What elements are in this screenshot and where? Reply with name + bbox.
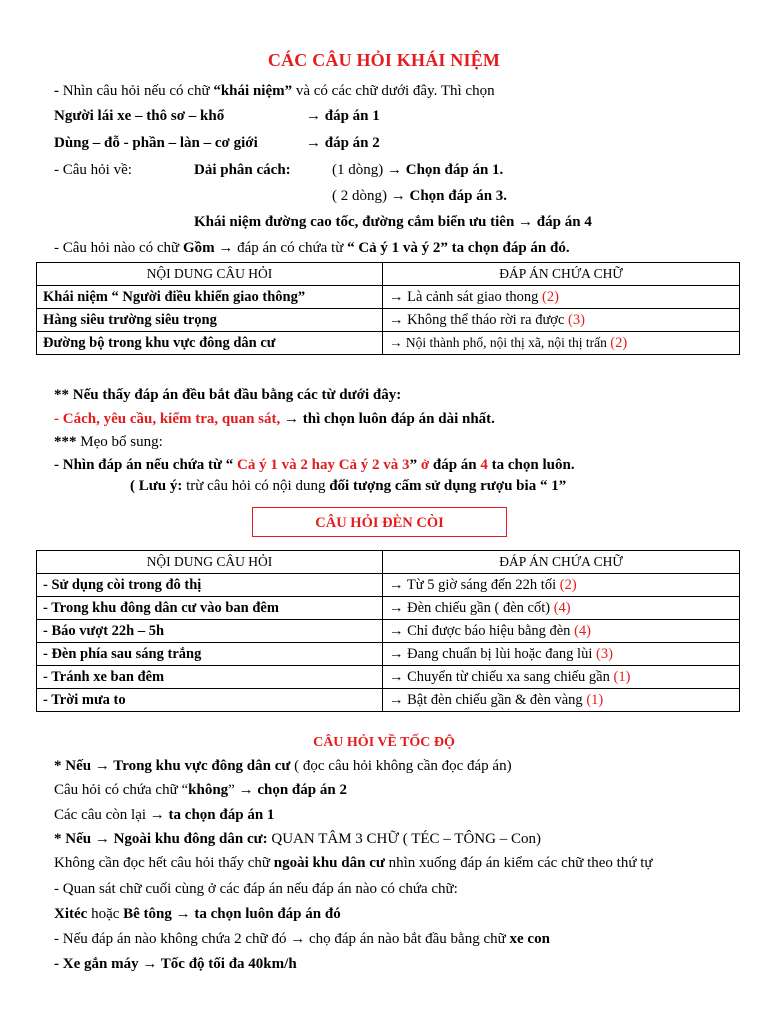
tip-line-1: ** Nếu thấy đáp án đều bắt đầu bằng các từ dưới đây: — [54, 387, 402, 403]
table-cell-question: Khái niệm “ Người điều khiển giao thông” — [37, 286, 383, 309]
table-cell-answer: → Chỉ được báo hiệu bằng đèn (4) — [383, 620, 740, 643]
table-cell-question: - Trong khu đông dân cư vào ban đêm — [37, 597, 383, 620]
table-cell-question: - Đèn phía sau sáng trắng — [37, 643, 383, 666]
table-cell-question: Hàng siêu trường siêu trọng — [37, 309, 383, 332]
table-row — [37, 597, 740, 620]
table-row — [37, 309, 740, 332]
table-row — [37, 666, 740, 689]
intro-line-4: - Câu hỏi về: Dải phân cách: (1 dòng) → Chọn đáp án 1. — [54, 162, 504, 178]
table-cell-question: - Báo vượt 22h – 5h — [37, 620, 383, 643]
table-row — [37, 643, 740, 666]
intro-line-5: ( 2 dòng) → Chọn đáp án 3. — [332, 188, 508, 204]
table-cell-answer: → Không thể tháo rời ra được (3) — [383, 309, 740, 332]
table-cell-answer: → Từ 5 giờ sáng đến 22h tối (2) — [383, 574, 740, 597]
table-cell-answer: → Nội thành phố, nội thị xã, nội thị trấn (2) — [383, 332, 740, 355]
table-header-row — [37, 551, 740, 574]
speed-line-6: - Quan sát chữ cuối cùng ở các đáp án nếu đáp án nào có chứa chữ: — [54, 881, 458, 897]
tip-line-5: ( Lưu ý: trừ câu hỏi có nội dung đối tượng cấm sử dụng rượu bia “ 1” — [130, 478, 567, 494]
intro-line-1: - Nhìn câu hỏi nếu có chữ “khái niệm” và có các chữ dưới đây. Thì chọn — [54, 83, 495, 99]
table-cell-question: Đường bộ trong khu vực đông dân cư — [37, 332, 383, 355]
tip-line-3: *** Mẹo bổ sung: — [54, 434, 163, 450]
table-cell-answer: → Là cảnh sát giao thong (2) — [383, 286, 740, 309]
speed-line-3: Các câu còn lại → ta chọn đáp án 1 — [54, 807, 275, 823]
intro-line-3: Dùng – đỗ - phần – làn – cơ giới → đáp án 2 — [54, 135, 380, 151]
table-cell-answer: → Đang chuẩn bị lùi hoặc đang lùi (3) — [383, 643, 740, 666]
section-heading-horn: CÂU HỎI ĐÈN CÒI — [252, 507, 507, 537]
table-cell-answer: → Bật đèn chiếu gần & đèn vàng (1) — [383, 689, 740, 712]
table-cell-answer: → Chuyển từ chiếu xa sang chiếu gần (1) — [383, 666, 740, 689]
speed-line-7: Xitéc hoặc Bê tông → ta chọn luôn đáp án đó — [54, 906, 341, 922]
intro-line-7: - Câu hỏi nào có chữ Gồm → đáp án có chứa từ “ Cả ý 1 và ý 2” ta chọn đáp án đó. — [54, 240, 570, 256]
speed-line-5: Không cần đọc hết câu hỏi thấy chữ ngoài khu dân cư nhìn xuống đáp án kiểm các chữ theo thứ tự — [54, 855, 653, 871]
concept-table — [36, 262, 740, 355]
table-row — [37, 620, 740, 643]
table-row — [37, 574, 740, 597]
column-header: NỘI DUNG CÂU HỎI — [37, 263, 383, 286]
speed-line-4: * Nếu → Ngoài khu đông dân cư: QUAN TÂM 3 CHỮ ( TÉC – TÔNG – Con) — [54, 831, 541, 847]
speed-line-8: - Nếu đáp án nào không chứa 2 chữ đó → chọ đáp án nào bắt đầu bằng chữ xe con — [54, 931, 550, 947]
section-heading-speed: CÂU HỎI VỀ TỐC ĐỘ — [313, 735, 455, 750]
table-row — [37, 689, 740, 712]
page-title: CÁC CÂU HỎI KHÁI NIỆM — [267, 50, 501, 70]
table-cell-question: - Tránh xe ban đêm — [37, 666, 383, 689]
intro-line-2: Người lái xe – thô sơ – khổ → đáp án 1 — [54, 108, 380, 124]
column-header: NỘI DUNG CÂU HỎI — [37, 551, 383, 574]
column-header: ĐÁP ÁN CHỨA CHỮ — [383, 263, 740, 286]
horn-table — [36, 550, 740, 712]
tip-line-2: - Cách, yêu cầu, kiểm tra, quan sát, → thì chọn luôn đáp án dài nhất. — [54, 411, 495, 427]
table-cell-question: - Trời mưa to — [37, 689, 383, 712]
tip-line-4: - Nhìn đáp án nếu chứa từ “ Cả ý 1 và 2 hay Cả ý 2 và 3” ở đáp án 4 ta chọn luôn. — [54, 457, 575, 473]
table-cell-question: - Sử dụng còi trong đô thị — [37, 574, 383, 597]
table-cell-answer: → Đèn chiếu gần ( đèn cốt) (4) — [383, 597, 740, 620]
table-row — [37, 332, 740, 355]
speed-line-9: - Xe gắn máy → Tốc độ tối đa 40km/h — [54, 956, 297, 972]
column-header: ĐÁP ÁN CHỨA CHỮ — [383, 551, 740, 574]
table-row — [37, 286, 740, 309]
table-header-row — [37, 263, 740, 286]
speed-line-2: Câu hỏi có chứa chữ “không” → chọn đáp án 2 — [54, 782, 347, 798]
speed-line-1: * Nếu → Trong khu vực đông dân cư ( đọc câu hỏi không cần đọc đáp án) — [54, 758, 512, 774]
intro-line-6: Khái niệm đường cao tốc, đường cắm biển ưu tiên → đáp án 4 — [194, 214, 592, 230]
